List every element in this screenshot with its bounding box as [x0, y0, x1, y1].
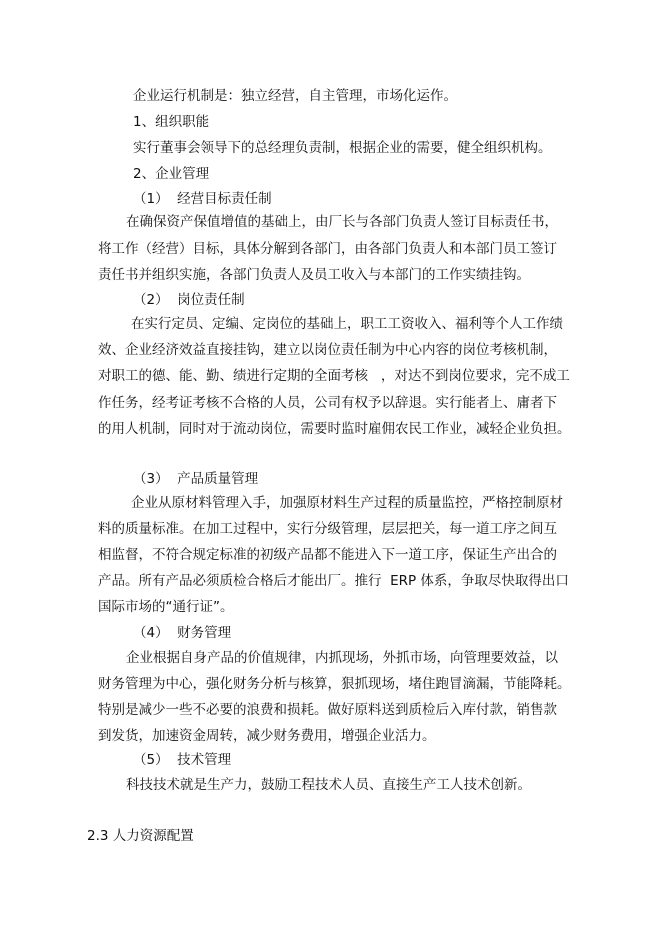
paragraph-position-line-2: 效、企业经济效益直接挂钩，建立以岗位责任制为中心内容的岗位考核机制， [98, 342, 557, 358]
paragraph-target-line-1: 在确保资产保值增值的基础上，由厂长与各部门负责人签订目标责任书， [126, 214, 558, 230]
paragraph-technical: 科技技术就是生产力，鼓励工程技术人员、直接生产工人技术创新。 [126, 777, 531, 793]
paragraph-position-line-4: 作任务，经考证考核不合格的人员，公司有权予以辞退。实行能者上、庸者下 [98, 395, 557, 411]
paragraph-quality-line-4: 产品。所有产品必须质检合格后才能出厂。推行 ERP 体系，争取尽快取得出口 [98, 573, 569, 589]
paragraph-operating-mechanism: 企业运行机制是：独立经营，自主管理，市场化运作。 [133, 88, 457, 104]
heading-product-quality: （3） 产品质量管理 [133, 471, 259, 487]
section-heading-human-resources: 2.3 人力资源配置 [87, 828, 194, 844]
paragraph-quality-line-5: 国际市场的“通行证”。 [98, 599, 234, 615]
heading-financial-management: （4） 财务管理 [133, 625, 232, 641]
paragraph-organization: 实行董事会领导下的总经理负责制，根据企业的需要，健全组织机构。 [133, 140, 552, 156]
paragraph-finance-line-3: 特别是减少一些不必要的浪费和损耗。做好原料送到质检后入库付款，销售款 [98, 702, 557, 718]
paragraph-quality-line-1: 企业从原材料管理入手，加强原材料生产过程的质量监控，严格控制原材 [131, 495, 563, 511]
heading-enterprise-management: 2、企业管理 [133, 166, 210, 182]
paragraph-finance-line-2: 财务管理为中心，强化财务分析与核算，狠抓现场，堵住跑冒滴漏，节能降耗。 [98, 676, 571, 692]
paragraph-target-line-2: 将工作（经营）目标，具体分解到各部门，由各部门负责人和本部门员工签订 [98, 241, 557, 257]
heading-position-responsibility: （2） 岗位责任制 [133, 292, 245, 308]
heading-technical-management: （5） 技术管理 [133, 752, 232, 768]
paragraph-finance-line-4: 到发货，加速资金周转，减少财务费用，增强企业活力。 [98, 728, 436, 744]
paragraph-position-line-1: 在实行定员、定编、定岗位的基础上，职工工资收入、福利等个人工作绩 [131, 316, 563, 332]
paragraph-finance-line-1: 企业根据自身产品的价值规律，内抓现场，外抓市场，向管理要效益，以 [126, 650, 558, 666]
heading-organization-function: 1、组织职能 [133, 114, 210, 130]
heading-target-responsibility: （1） 经营目标责任制 [133, 191, 272, 207]
paragraph-position-line-5: 的用人机制，同时对于流动岗位，需要时监时雇佣农民工作业，减轻企业负担。 [98, 421, 571, 437]
paragraph-quality-line-3: 相监督，不符合规定标准的初级产品都不能进入下一道工序，保证生产出合的 [98, 547, 557, 563]
paragraph-target-line-3: 责任书并组织实施，各部门负责人及员工收入与本部门的工作实绩挂钩。 [98, 267, 530, 283]
paragraph-position-line-3: 对职工的德、能、勤、绩进行定期的全面考核 ，对达不到岗位要求，完不成工 [98, 368, 570, 384]
paragraph-quality-line-2: 料的质量标准。在加工过程中，实行分级管理，层层把关，每一道工序之间互 [98, 521, 557, 537]
